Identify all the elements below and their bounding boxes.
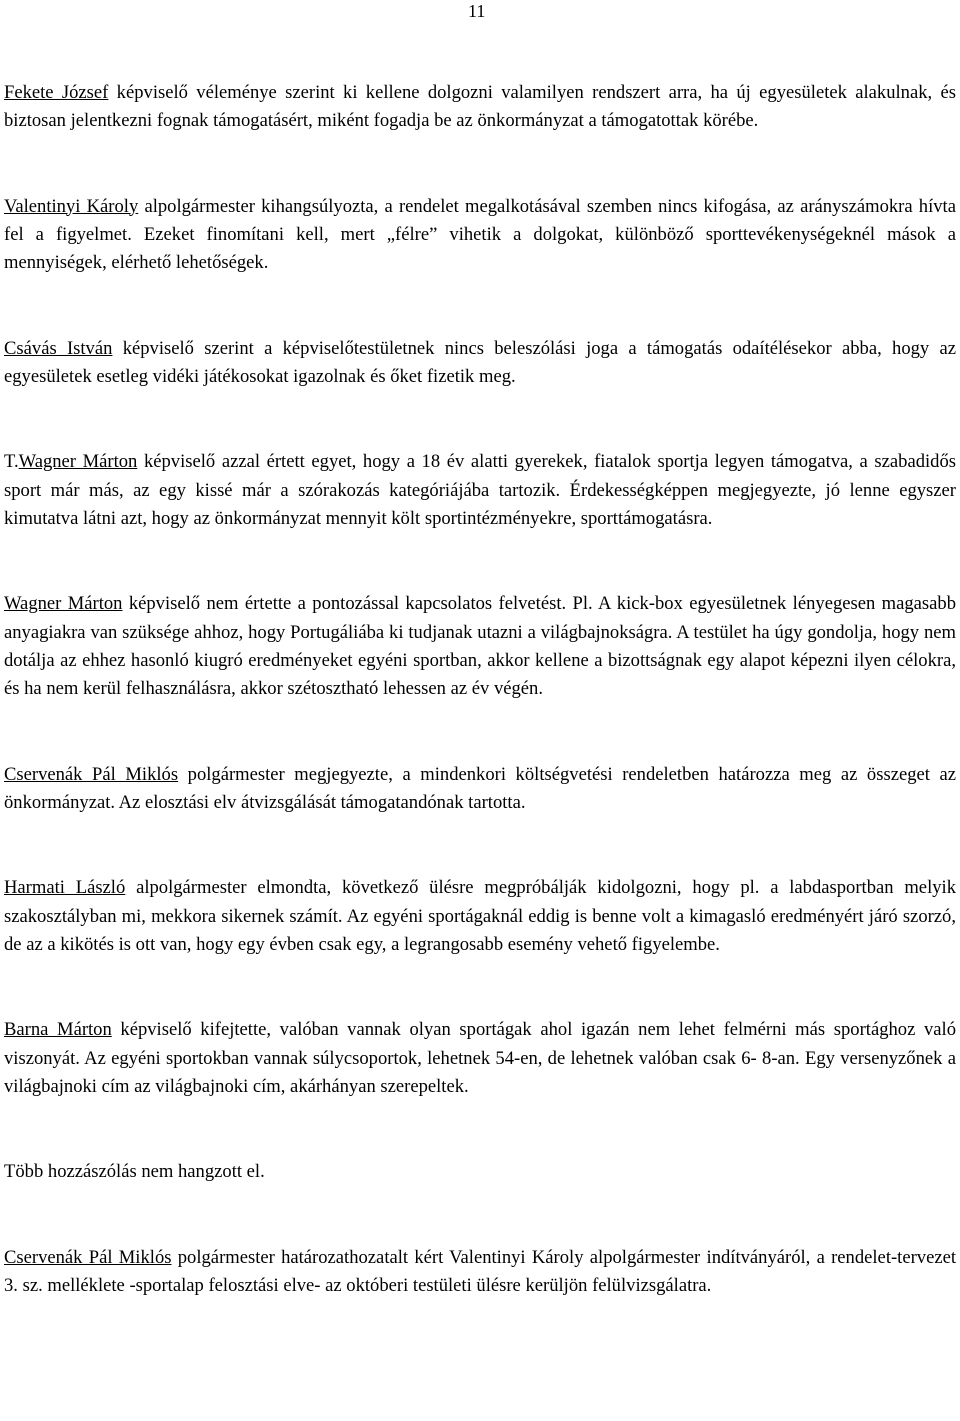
paragraph-text: képviselő azzal értett egyet, hogy a 18 év alatti gyerekek, fiatalok sportja legyen támogatva, a szabadidős sport már más, az egy kissé már a szórakozás kategóriájába tartozik. Érdekességképpen megjegyezte, jó lenne egyszer kimutatva látni azt, hogy az önkormányzat mennyit költ sportintézményekre, sporttámogatásra. [4, 451, 956, 530]
speaker-name: Wagner Márton [4, 593, 123, 615]
speaker-prefix: T. [4, 451, 19, 473]
paragraph-harmati [4, 874, 956, 959]
speaker-name: Valentinyi Károly [4, 195, 139, 217]
paragraph-text: képviselő nem értette a pontozással kapcsolatos felvetést. Pl. A kick-box egyesületnek lényegesen magasabb anyagiakra van szüksége ahhoz, hogy Portugáliába ki tudjanak utazni a világbajnokságra. A testület ha úgy gondolja, hogy nem dotálja az ehhez hasonló kiugró eredményeket egyéni sportban, akkor kellene a bizottságnak egy alapot képezni ilyen célokra, és ha nem kerül felhasználásra, akkor szétosztható lehessen az év végén. [4, 593, 956, 700]
speaker-name: Csávás István [4, 337, 113, 359]
speaker-name: Cservenák Pál Miklós [4, 763, 179, 785]
speaker-name: Barna Márton [4, 1019, 112, 1041]
paragraph-text: képviselő szerint a képviselőtestületnek nincs beleszólási joga a támogatás odaítélésekor abba, hogy az egyesületek esetleg vidéki játékosokat igazolnak és őket fizetik meg. [4, 337, 956, 388]
paragraph-cservenak-2 [4, 1244, 956, 1301]
paragraph-text: polgármester határozathozatalt kért Valentinyi Károly alpolgármester indítványáról, a rendelet-tervezet 3. sz. melléklete -sportalap felosztási elve- az októberi testületi ülésre kerüljön felülvizsgálatra. [4, 1246, 957, 1296]
paragraph-text: képviselő kifejtette, valóban vannak olyan sportágak ahol igazán nem lehet felmérni más sportághoz való viszonyát. Az egyéni sportokban vannak súlycsoportok, lehetnek 54-en, de lehetnek valóban csak 6- 8-an. Egy versenyzőnek a világbajnoki cím az világbajnoki cím, akárhányan szerepeltek. [4, 1019, 956, 1098]
paragraph-text: Több hozzászólás nem hangzott el. [4, 1161, 265, 1183]
paragraph-cservenak-1 [4, 761, 956, 818]
paragraph-fekete [4, 79, 956, 136]
paragraph-text: alpolgármester elmondta, következő ülésre megpróbálják kidolgozni, hogy pl. a labdasportban melyik szakosztályban mi, mekkora sikernek számít. Az egyéni sportágaknál eddig is benne volt a kimagasló eredményért járó szorzó, de az a kikötés is ott van, hogy egy évben csak egy, a legrangosabb esemény vehető figyelembe. [4, 877, 956, 956]
speaker-name: Wagner Márton [18, 451, 138, 473]
paragraph-barna [4, 1016, 956, 1101]
speaker-name: Harmati László [4, 877, 126, 899]
paragraph-text: képviselő véleménye szerint ki kellene dolgozni valamilyen rendszert arra, ha új egyesületek alakulnak, és biztosan jelentkezni fognak támogatásért, miként fogadja be az önkormányzat a támogatottak körébe. [4, 82, 956, 132]
paragraph-text: alpolgármester kihangsúlyozta, a rendelet megalkotásával szemben nincs kifogása, az arányszámokra hívta fel a figyelmet. Ezeket finomítani kell, mert „félre” vihetik a dolgokat, különböző sporttevékenységeknél mások a mennyiségek, elérhető lehetőségek. [4, 195, 956, 274]
speaker-name: Fekete József [4, 82, 109, 103]
paragraph-no-more-comments [4, 1158, 956, 1186]
page-number: 11 [468, 1, 486, 21]
paragraph-t-wagner [4, 448, 956, 533]
paragraph-valentinyi [4, 193, 956, 278]
paragraph-wagner [4, 590, 956, 704]
paragraph-text: polgármester megjegyezte, a mindenkori költségvetési rendeletben határozza meg az összeget az önkormányzat. Az elosztási elv átvizsgálását támogatandónak tartotta. [4, 763, 956, 814]
paragraph-csavas [4, 335, 956, 392]
document-body [4, 79, 956, 1357]
speaker-name: Cservenák Pál Miklós [4, 1246, 172, 1268]
